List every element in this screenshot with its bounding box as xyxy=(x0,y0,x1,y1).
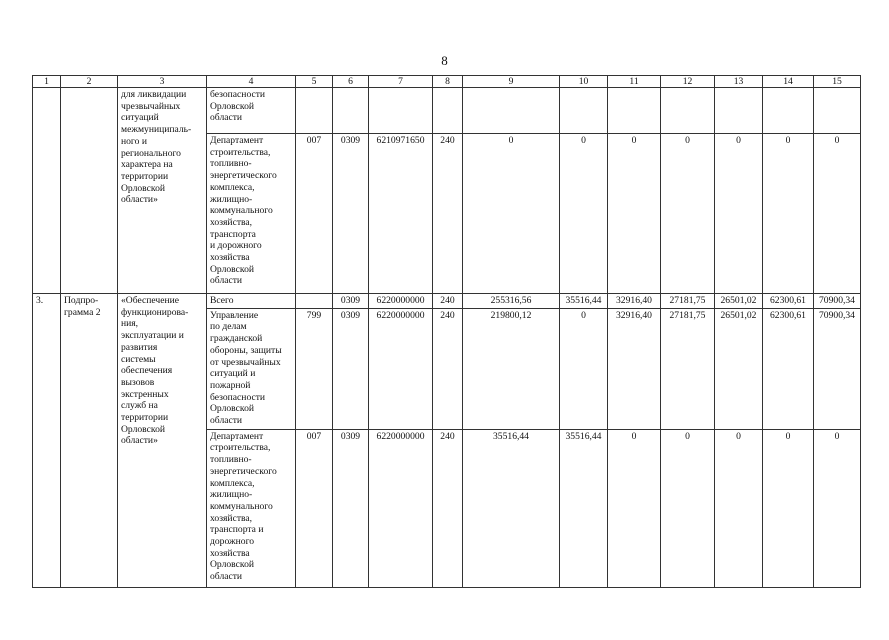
value-cell xyxy=(715,88,763,134)
column-number: 11 xyxy=(608,76,661,88)
column-number: 5 xyxy=(296,76,333,88)
value-cell: 27181,75 xyxy=(661,308,715,429)
column-number: 14 xyxy=(763,76,814,88)
grbs-cell: 007 xyxy=(296,429,333,587)
vr-cell: 240 xyxy=(433,294,463,309)
vr-cell xyxy=(433,88,463,134)
value-cell: 70900,34 xyxy=(814,308,861,429)
value-cell: 255316,56 xyxy=(463,294,560,309)
value-cell: 0 xyxy=(661,134,715,294)
column-number: 7 xyxy=(369,76,433,88)
executor-cell: Всего xyxy=(207,294,296,309)
value-cell: 0 xyxy=(560,134,608,294)
value-cell xyxy=(814,88,861,134)
value-cell: 0 xyxy=(814,134,861,294)
grbs-cell: 799 xyxy=(296,308,333,429)
value-cell: 62300,61 xyxy=(763,308,814,429)
vr-cell: 240 xyxy=(433,308,463,429)
value-cell: 0 xyxy=(463,134,560,294)
column-number: 2 xyxy=(61,76,118,88)
value-cell: 0 xyxy=(661,429,715,587)
value-cell xyxy=(560,88,608,134)
status-cell xyxy=(61,88,118,294)
value-cell: 35516,44 xyxy=(560,429,608,587)
row-number-cell xyxy=(33,88,61,294)
value-cell: 0 xyxy=(715,429,763,587)
rzpr-cell xyxy=(333,88,369,134)
column-number: 8 xyxy=(433,76,463,88)
grbs-cell xyxy=(296,294,333,309)
value-cell: 62300,61 xyxy=(763,294,814,309)
value-cell: 32916,40 xyxy=(608,308,661,429)
value-cell: 27181,75 xyxy=(661,294,715,309)
description-cell: для ликвидации чрезвычайных ситуаций межмуниципаль- ного и регионального характера на территории Орловской области» xyxy=(118,88,207,294)
csr-cell xyxy=(369,88,433,134)
column-number: 4 xyxy=(207,76,296,88)
description-cell: «Обеспечение функционирова- ния, эксплуатации и развития системы обеспечения вызовов экстренных служб на территории Орловской области» xyxy=(118,294,207,588)
value-cell: 26501,02 xyxy=(715,294,763,309)
column-number: 1 xyxy=(33,76,61,88)
rzpr-cell: 0309 xyxy=(333,429,369,587)
grbs-cell xyxy=(296,88,333,134)
rzpr-cell: 0309 xyxy=(333,294,369,309)
vr-cell: 240 xyxy=(433,134,463,294)
value-cell xyxy=(763,88,814,134)
value-cell: 35516,44 xyxy=(560,294,608,309)
value-cell: 219800,12 xyxy=(463,308,560,429)
column-number: 6 xyxy=(333,76,369,88)
value-cell xyxy=(661,88,715,134)
executor-cell: Управление по делам гражданской обороны, защиты от чрезвычайных ситуаций и пожарной безопасности Орловской области xyxy=(207,308,296,429)
rzpr-cell: 0309 xyxy=(333,134,369,294)
csr-cell: 6210971650 xyxy=(369,134,433,294)
column-number: 12 xyxy=(661,76,715,88)
column-number: 10 xyxy=(560,76,608,88)
value-cell: 0 xyxy=(814,429,861,587)
csr-cell: 6220000000 xyxy=(369,429,433,587)
value-cell: 0 xyxy=(608,429,661,587)
page-number: 8 xyxy=(441,53,448,68)
rzpr-cell: 0309 xyxy=(333,308,369,429)
executor-cell: Департамент строительства, топливно- энергетического комплекса, жилищно- коммунального хозяйства, транспорта и дорожного хозяйства Орловской области xyxy=(207,134,296,294)
budget-table xyxy=(32,75,861,588)
row-number-cell: 3. xyxy=(33,294,61,588)
column-number: 3 xyxy=(118,76,207,88)
grbs-cell: 007 xyxy=(296,134,333,294)
column-number-row xyxy=(33,76,861,88)
value-cell: 70900,34 xyxy=(814,294,861,309)
status-cell: Подпро- грамма 2 xyxy=(61,294,118,588)
table-row xyxy=(33,88,861,134)
value-cell: 0 xyxy=(560,308,608,429)
executor-cell: Департамент строительства, топливно- энергетического комплекса, жилищно- коммунального хозяйства, транспорта и дорожного хозяйства Орловской области xyxy=(207,429,296,587)
column-number: 15 xyxy=(814,76,861,88)
value-cell: 35516,44 xyxy=(463,429,560,587)
value-cell: 0 xyxy=(715,134,763,294)
column-number: 9 xyxy=(463,76,560,88)
value-cell: 0 xyxy=(608,134,661,294)
value-cell: 0 xyxy=(763,134,814,294)
vr-cell: 240 xyxy=(433,429,463,587)
value-cell: 0 xyxy=(763,429,814,587)
value-cell xyxy=(608,88,661,134)
table-row xyxy=(33,294,861,309)
csr-cell: 6220000000 xyxy=(369,308,433,429)
value-cell xyxy=(463,88,560,134)
executor-cell: безопасности Орловской области xyxy=(207,88,296,134)
value-cell: 26501,02 xyxy=(715,308,763,429)
csr-cell: 6220000000 xyxy=(369,294,433,309)
value-cell: 32916,40 xyxy=(608,294,661,309)
column-number: 13 xyxy=(715,76,763,88)
